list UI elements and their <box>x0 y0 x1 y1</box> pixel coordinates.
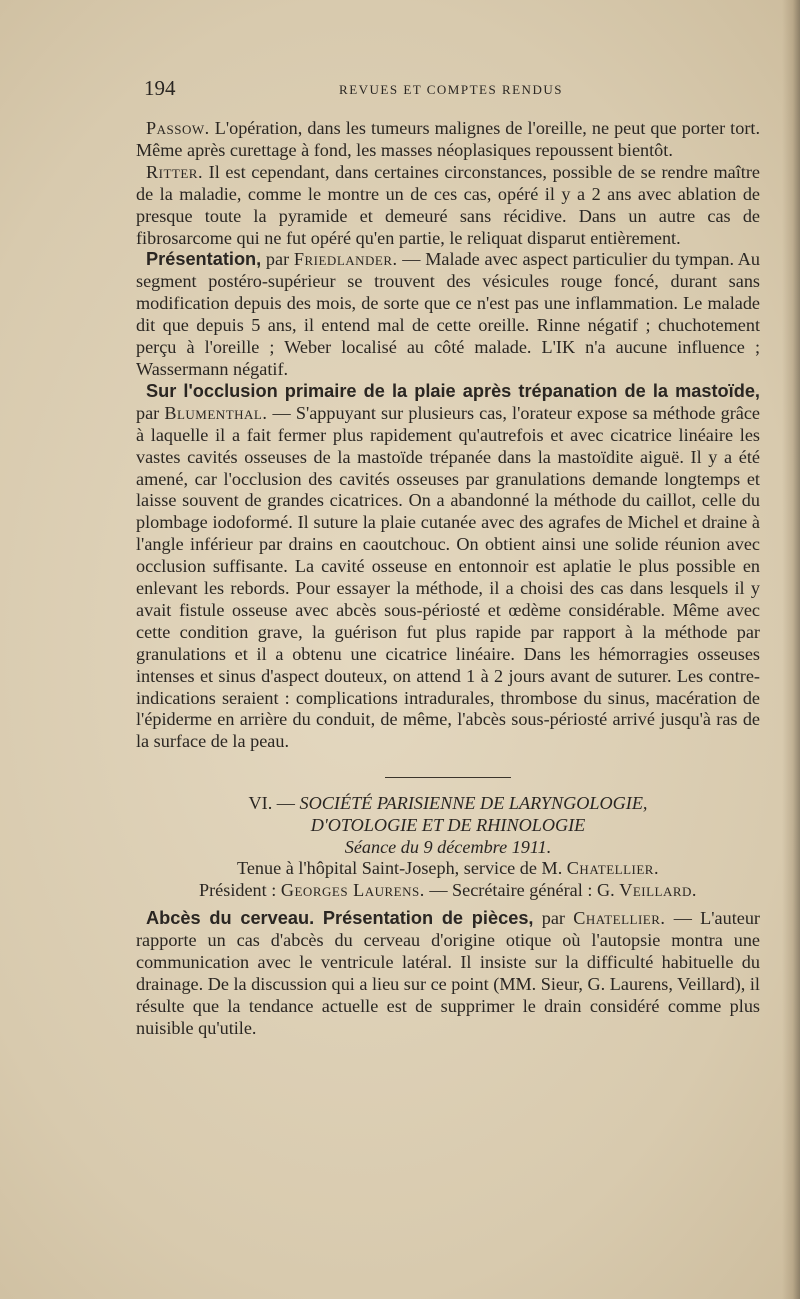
paragraph-text: — S'appuyant sur plusieurs cas, l'orateur expose sa méthode grâce à laquelle il a fait fermer plus rapidement qu'autrefois et avec cicatrice linéaire les vastes cavités osseuses de la mastoïde trépanée dans la mastoïdite aiguë. Il y a été amené, car l'occlusion des cavités osseuses par granulations demande longtemps et laisse souvent de grandes cicatrices. On a abandonné la méthode du caillot, celle du plombage iodoformé. Il suture la plaie cutanée avec des agrafes de Michel et draine à l'angle inférieur par drains en caoutchouc. On obtient ainsi une solide réunion avec occlusion suffisante. La cavité osseuse en entonnoir est aplatie le plus possible en enlevant les rebords. Pour essayer la méthode, il a choisi des cas dans lesquels il y avait fistule osseuse avec abcès sous-périosté et œdème considérable. Même avec cette condition grave, la guérison fut plus rapide par rapport à la méthode par granulations et il a obtenu une cicatrice linéaire. Dans les hémorragies osseuses intenses et sinus d'aspect douteux, on attend 1 à 2 jours avant de suturer. Les contre-indications seraient : complications intradurales, thrombose du sinus, macération de l'épiderme en arrière du conduit, de même, l'abcès sous-périosté arrivé jusqu'à ras de la surface de la peau. <box>136 402 760 752</box>
author-name: Blumenthal. <box>164 402 268 423</box>
paragraph-text: — L'auteur rapporte un cas d'abcès du cerveau d'origine otique où l'autopsie montra une communication avec le ventricule latéral. Il insiste sur la difficulté habituelle du drainage. De la discussion qui a lieu sur ce point (MM. Sieur, G. Laurens, Veillard), il résulte que la tendance actuelle est de supprimer le drain considéré comme plus nuisible qu'utile. <box>136 908 760 1038</box>
paragraph-by: par <box>533 908 574 929</box>
page-number: 194 <box>144 76 176 100</box>
session-officers <box>136 880 760 902</box>
section-divider <box>385 777 511 778</box>
page-edge-shadow <box>782 0 800 1299</box>
paragraph-passow <box>136 118 760 162</box>
running-head: REVUES ET COMPTES RENDUS <box>339 82 563 97</box>
president-name: Georges Laurens. <box>280 880 425 901</box>
page-body <box>136 118 760 1040</box>
secretaire-label: — Secrétaire général : G. <box>424 880 620 901</box>
host-name: Chatellier. <box>566 858 660 879</box>
paragraph-presentation <box>136 249 760 380</box>
section-heading <box>136 792 760 836</box>
section-title-line2: D'OTOLOGIE ET DE RHINOLOGIE <box>310 815 586 836</box>
speaker-name: Ritter. <box>146 161 204 182</box>
speaker-name: Passow. <box>146 118 210 138</box>
paragraph-text: — Malade avec aspect particulier du tympan. Au segment postéro-supérieur se trouvent des vésicules rouge foncé, durant sans modification depuis des mois, de sorte que ce n'est pas une inflammation. Le malade dit que depuis 5 ans, il entend mal de cette oreille. Rinne négatif ; chuchotement perçu à l'oreille ; Weber localisé au côté malade. L'IK n'a aucune influence ; Wassermann négatif. <box>136 249 760 379</box>
paragraph-ritter <box>136 162 760 250</box>
paragraph-title: Sur l'occlusion primaire de la plaie après trépanation de la mastoïde, <box>146 380 760 401</box>
venue-text: Tenue à l'hôpital Saint-Joseph, service de M. <box>236 858 567 879</box>
secretaire-name: Veillard. <box>619 880 697 901</box>
paragraph-by: par <box>136 402 165 423</box>
paragraph-title: Abcès du cerveau. Présentation de pièces, <box>146 908 534 929</box>
seance-date: Séance du 9 décembre 1911. <box>344 837 552 858</box>
session-venue <box>136 858 760 880</box>
paragraph-occlusion <box>136 381 760 753</box>
paragraph-title: Présentation, <box>146 249 262 270</box>
author-name: Chatellier. <box>573 908 666 929</box>
section-number: VI. — <box>248 793 300 814</box>
paragraph-text: L'opération, dans les tumeurs malignes de l'oreille, ne peut que porter tort. Même après curettage à fond, les masses néoplasiques repoussent bientôt. <box>136 118 760 160</box>
paragraph-text: Il est cependant, dans certaines circonstances, possible de se rendre maître de la maladie, comme le montre un de ces cas, opéré il y a 2 ans avec ablation de presque toute la pyramide et demeuré sans récidive. Dans un autre cas de fibrosarcome qui ne fut opéré qu'en partie, le reliquat disparut entièrement. <box>136 161 760 248</box>
paragraph-abces <box>136 908 760 1039</box>
section-title-line1: SOCIÉTÉ PARISIENNE DE LARYNGOLOGIE, <box>299 793 648 814</box>
page-header <box>144 76 758 102</box>
paragraph-by: par <box>261 249 294 270</box>
author-name: Friedlander. <box>293 249 398 270</box>
president-label: Président : <box>199 880 281 901</box>
